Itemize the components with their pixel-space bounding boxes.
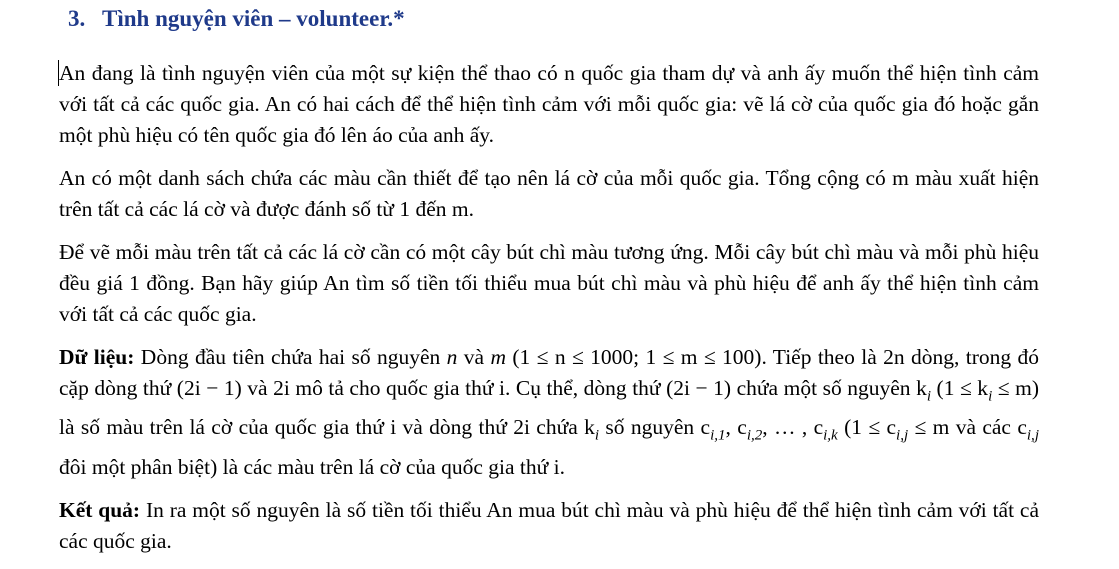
sub-iki: i,k	[823, 427, 838, 444]
section-title: Tình nguyện viên – volunteer.*	[102, 6, 405, 31]
sub-i: i	[926, 388, 932, 405]
input-text-k: đôi một phân biệt) là các màu trên lá cờ của quốc gia thứ i.	[59, 454, 565, 479]
sub-i: i	[988, 388, 993, 405]
math-m: m	[490, 345, 506, 369]
sub-i2: i,2	[746, 427, 763, 444]
input-text-d: (1 ≤ k	[931, 376, 989, 400]
paragraph-intro: An đang là tình nguyện viên của một sự kiện thể thao có n quốc gia tham dự và anh ấy muốn thể hiện tình cảm với tất cả các quốc gia. An có hai cách để thể hiện tình cảm với mỗi quốc gia: vẽ lá cờ của quốc gia đó hoặc gắn một phù hiệu có tên quốc gia đó lên áo của anh ấy.	[59, 61, 1039, 147]
input-text-h: , … , c	[762, 415, 824, 440]
input-text-i: (1 ≤ c	[837, 415, 897, 440]
input-text-a: Dòng đầu tiên chứa hai số nguyên	[134, 345, 447, 369]
output-label: Kết quả:	[59, 497, 141, 522]
input-text-c: (1 ≤ n ≤ 1000; 1 ≤ m ≤ 100). Tiếp theo là 2n dòng, trong đó cặp dòng thứ (2i − 1) và 2i mô tả cho quốc gia thứ i. Cụ thể, dòng thứ (2i − 1) chứa một số nguyên k	[59, 345, 1039, 400]
input-text-b: và	[457, 345, 491, 369]
input-text-f: số nguyên c	[599, 415, 711, 440]
section-heading	[68, 6, 405, 32]
paragraph-cost: Để vẽ mỗi màu trên tất cả các lá cờ cần có một cây bút chì màu tương ứng. Mỗi cây bút chì màu và mỗi phù hiệu đều giá 1 đồng. Bạn hãy giúp An tìm số tiền tối thiểu mua bút chì màu và phù hiệu để anh ấy thể hiện tình cảm với tất cả các quốc gia.	[59, 240, 1039, 326]
input-text-e: ≤ m) là số màu trên lá cờ của quốc gia thứ i và dòng thứ 2i chứa k	[59, 376, 1039, 440]
input-text-j: ≤ m và các c	[908, 415, 1027, 440]
output-text: In ra một số nguyên là số tiền tối thiểu An mua bút chì màu và phù hiệu để thể hiện tình cảm với tất cả các quốc gia.	[59, 497, 1040, 553]
sub-ij: i,j	[1026, 427, 1039, 444]
input-label: Dữ liệu:	[59, 345, 135, 369]
sub-i1: i,1	[710, 427, 726, 444]
section-number: 3.	[68, 6, 86, 31]
sub-ij: i,j	[896, 427, 909, 444]
sub-i: i	[594, 427, 600, 444]
math-n: n	[446, 345, 458, 369]
paragraph-colors: An có một danh sách chứa các màu cần thiết để tạo nên lá cờ của mỗi quốc gia. Tổng cộng có m màu xuất hiện trên tất cả các lá cờ và được đánh số từ 1 đến m.	[59, 166, 1039, 221]
paragraph-output	[59, 495, 1039, 557]
document-body	[59, 58, 1039, 569]
paragraph-input	[59, 342, 1039, 483]
input-text-g: , c	[725, 415, 747, 440]
